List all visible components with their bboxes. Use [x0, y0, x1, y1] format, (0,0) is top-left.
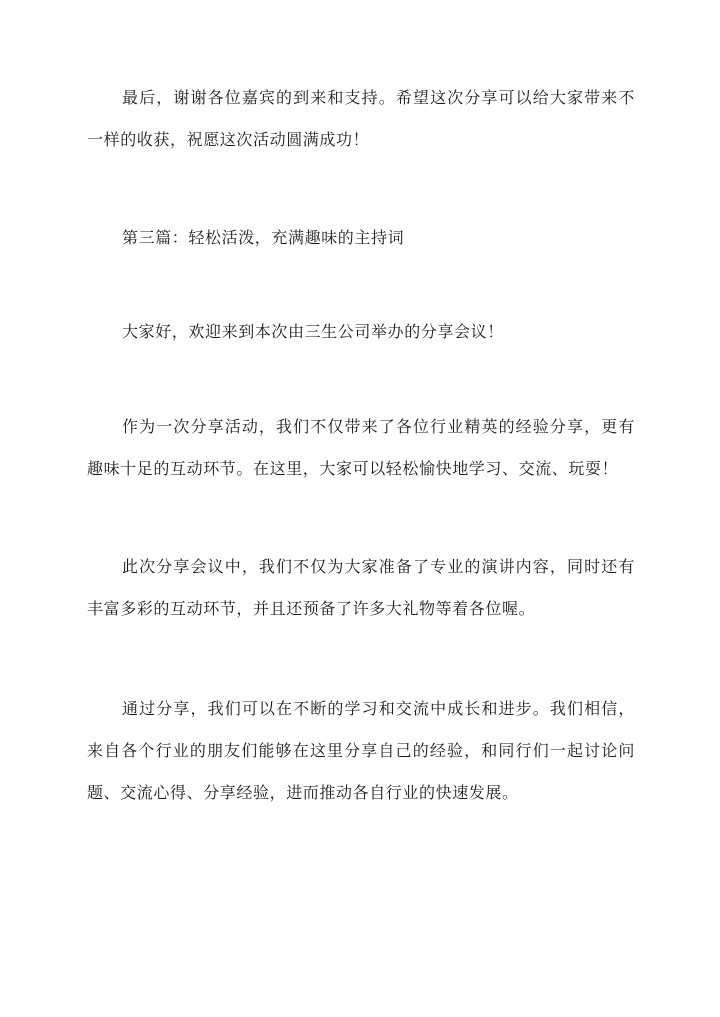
growth-paragraph: 通过分享，我们可以在不断的学习和交流中成长和进步。我们相信，来自各个行业的朋友们能够在这里分享自己的经验，和同行们一起讨论问题、交流心得、分享经验，进而推动各自行业的快速发展。 [87, 699, 635, 802]
section-heading: 第三篇：轻松活泼，充满趣味的主持词 [122, 228, 405, 247]
activity-paragraph: 作为一次分享活动，我们不仅带来了各位行业精英的经验分享，更有趣味十足的互动环节。在这里，大家可以轻松愉快地学习、交流、玩耍！ [87, 417, 635, 478]
closing-paragraph: 最后，谢谢各位嘉宾的到来和支持。希望这次分享可以给大家带来不一样的收获，祝愿这次活动圆满成功！ [87, 88, 635, 149]
welcome-paragraph: 大家好，欢迎来到本次由三生公司举办的分享会议！ [122, 322, 504, 341]
program-paragraph: 此次分享会议中，我们不仅为大家准备了专业的演讲内容，同时还有丰富多彩的互动环节，并且还预备了许多大礼物等着各位喔。 [87, 557, 635, 618]
